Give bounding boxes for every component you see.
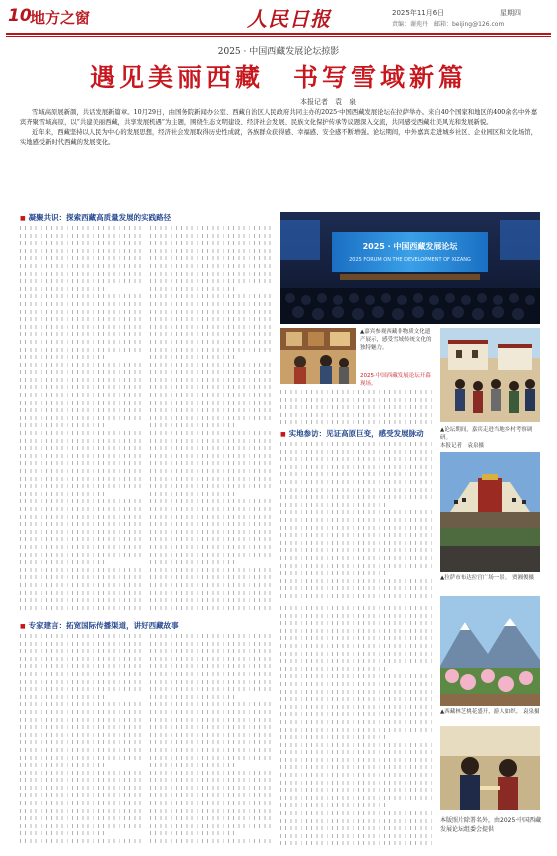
body-text-line [20,224,145,232]
body-text-line [150,581,275,589]
body-text-line [150,414,275,422]
body-text-line [20,490,108,498]
article-lead [20,108,537,208]
body-text-line [280,418,434,426]
body-text-line [20,761,108,769]
body-text-line [280,756,434,764]
body-text-line [150,437,275,445]
article-kicker: 2025 · 中国西藏发展论坛掠影 [217,47,340,57]
body-text-line [150,270,275,278]
body-text-line [20,444,145,452]
body-text-line [150,406,275,414]
body-text-line [150,551,275,559]
photo-forum-stage [280,212,540,324]
caption-bullet: ▲ [440,427,445,433]
body-text-line [150,277,275,285]
body-text-line [150,505,275,513]
body-text-line [20,776,145,784]
body-text-line [20,784,145,792]
body-text-line [20,330,145,338]
body-text-line [280,642,434,650]
body-text-line [150,346,275,354]
body-text-line [150,700,275,708]
body-text-line [20,247,145,255]
photo-exchange [440,726,540,810]
body-text-line [150,754,275,762]
body-text-line [20,754,145,762]
body-text-line [150,421,238,429]
body-text-line [280,786,434,794]
body-text-line [20,551,145,559]
body-text-line [150,262,275,270]
body-text-line [20,497,145,505]
body-text-line [150,399,275,407]
body-text-line [280,741,434,749]
body-text-line [280,657,434,665]
body-text-line [150,647,275,655]
body-text-line [280,592,434,600]
body-text-line [150,632,275,640]
header-rule [6,33,551,35]
body-text-line [280,612,434,620]
body-text-line [20,505,145,513]
body-text-line [20,406,145,414]
body-text-line [150,769,275,777]
body-text-line [150,807,275,815]
body-text-line [280,619,434,627]
svg-text:2025 · 中国西藏发展论坛: 2025 · 中国西藏发展论坛 [362,242,458,251]
body-text-line [150,655,275,663]
body-text-line [20,300,145,308]
body-text-line [150,376,275,384]
body-text-line [280,516,434,524]
body-text-line [150,254,275,262]
body-text-line [280,634,434,642]
body-text-line [20,543,145,551]
body-text-line [20,558,108,566]
body-text-line [150,528,275,536]
body-text-line [20,421,108,429]
body-text-line [280,388,434,396]
body-text-line [20,596,145,604]
body-text-line [20,459,145,467]
body-text-line [280,396,434,404]
body-text-line [280,539,434,547]
body-text-line [280,650,434,658]
body-column-2-top [280,388,434,426]
body-text-line [150,685,275,693]
body-text-line [150,323,275,331]
page-number: 10 [8,6,32,26]
body-text-line [150,308,275,316]
body-text-line [150,444,275,452]
body-text-line [20,581,145,589]
lead-paragraph: 近年来，西藏坚持以人民为中心的发展思想，经济社会发展取得历史性成就，各族群众获得感、幸福感、安全感不断增强。论坛期间，中外嘉宾走进城乡社区、企业园区和文化场馆，实地感受新时代西藏的发展变化。 [20,129,537,146]
body-text-line [20,566,145,574]
body-text-line [20,829,108,837]
body-text-line [20,708,145,716]
caption-forum-stage: 2025·中国西藏发展论坛开幕现场。 [360,373,431,387]
body-text-line [20,746,145,754]
body-text-line [20,655,145,663]
body-text-line [150,784,275,792]
body-text-line [280,703,434,711]
body-text-line [20,604,145,612]
body-text-line [280,672,434,680]
body-text-line [20,837,145,845]
body-text-line [150,596,275,604]
body-text-line [150,475,275,483]
body-text-line [150,566,275,574]
body-text-line [20,799,145,807]
body-text-line [150,723,275,731]
body-text-line [150,731,275,739]
caption-exhibition: ▲嘉宾参观西藏非物质文化遗产展示，感受雪域传统文化的独特魅力。 [360,329,432,351]
body-text-line [20,685,145,693]
body-text-line [20,528,145,536]
body-text-line [150,247,275,255]
body-text-line [280,486,434,494]
issue-date: 2025年11月6日 [392,9,445,17]
body-text-line [280,832,434,840]
body-text-line [20,520,145,528]
editor-line: 责编：谢苑丹 邮箱：beijing@126.com [392,21,505,28]
body-text-line [20,791,145,799]
body-text-line [150,746,275,754]
body-text-line [20,678,145,686]
body-text-line [280,627,434,635]
caption-linzhi: ▲西藏林芝桃花盛开，游人如织。 袁泉摄 [440,709,540,715]
body-text-line [150,520,275,528]
body-text-line [280,577,434,585]
photo-linzhi-landscape [440,596,540,706]
body-text-line [280,695,434,703]
photo-credit: 袁泉摄 [523,709,540,715]
body-text-line [280,562,434,570]
section-head-2: ■ 实地参访：见证高原巨变，感受发展脉动 [280,428,440,439]
linzhi-landscape-image [440,596,540,706]
body-text-line [150,814,275,822]
body-text-line [280,824,434,832]
body-text-line [280,508,434,516]
body-text-line [150,716,275,724]
body-text-line [150,670,275,678]
body-text-line [20,353,108,361]
body-text-line [20,769,145,777]
body-text-line [280,763,434,771]
body-text-line [280,665,388,673]
body-text-line [150,558,238,566]
body-text-line [150,640,275,648]
body-text-line [20,399,145,407]
body-text-line [150,678,275,686]
body-text-line [150,490,238,498]
body-column-2b [280,604,434,850]
body-text-line [20,482,145,490]
body-text-line [150,535,275,543]
body-text-line [20,308,145,316]
body-text-line [150,604,275,612]
body-text-line [20,254,145,262]
body-text-line [280,771,434,779]
body-text-line [20,262,145,270]
body-text-line [280,794,434,802]
body-text-line [150,589,275,597]
body-text-line [150,315,275,323]
body-text-line [20,647,145,655]
body-text-line [20,513,145,521]
body-text-line [150,776,275,784]
body-text-line [150,459,275,467]
body-text-line [20,807,145,815]
body-text-line [20,315,145,323]
body-text-line [150,353,238,361]
body-text-line [20,738,145,746]
body-text-line [150,232,275,240]
photo-credit: 贾湘俊摄 [512,575,535,581]
body-text-line [20,437,145,445]
body-text-line [280,448,434,456]
body-text-line [150,429,275,437]
body-text-line [20,232,145,240]
caption-bullet: ▲ [440,709,445,715]
body-text-line [20,376,145,384]
body-text-line [150,799,275,807]
body-text-line [20,277,145,285]
body-text-line [280,710,434,718]
article-title: 遇见美丽西藏 书写雪域新篇 [89,63,467,92]
body-text-line [20,292,145,300]
body-text-line [20,361,145,369]
newspaper-logo: 人民日报 [247,7,331,31]
photo-potala-square [440,452,540,572]
body-text-line [20,822,145,830]
body-text-line [280,718,434,726]
body-text-line [20,723,145,731]
section-head-1: ■ 凝聚共识：探索西藏高质量发展的实践路径 [20,212,270,223]
body-text-line [20,475,145,483]
body-text-line [150,391,275,399]
body-text-line [280,801,388,809]
body-text-line [150,791,275,799]
body-text-line [150,285,238,293]
body-column-1a [20,224,145,616]
body-text-line [150,361,275,369]
body-text-line [150,452,275,460]
caption-potala: ▲拉萨市布达拉宫广场一景。 贾湘俊摄 [440,575,535,581]
body-column-2a [280,440,434,600]
body-text-line [150,300,275,308]
body-text-line [280,403,434,411]
body-text-line [150,761,238,769]
body-text-line [150,693,238,701]
body-text-line [280,584,434,592]
caption-bullet: ▲ [360,329,365,335]
body-text-line [20,535,145,543]
photo-footnote: 本版照片除署名外，由2025·中国西藏发展论坛组委会提供 [440,817,542,833]
body-text-line [280,569,388,577]
body-text-line [280,733,388,741]
section-title: 地方之窗 [30,9,91,27]
body-text-line [20,270,145,278]
body-text-line [20,414,145,422]
body-text-line [150,467,275,475]
body-text-line [150,708,275,716]
body-text-line [20,391,145,399]
body-text-line [150,383,275,391]
article-byline: 本报记者 袁 泉 [300,98,356,106]
body-text-line [20,285,108,293]
photo-credit: 本报记者 袁泉摄 [440,443,485,449]
header-rule-thin [6,36,551,37]
body-text-line [20,670,145,678]
exhibition-image [280,328,356,384]
body-text-line [280,524,434,532]
body-text-line [280,463,434,471]
lead-paragraph: 雪域高原展新颜，共话发展新篇章。10月29日，由国务院新闻办公室、西藏自治区人民政府共同主办的2025·中国西藏发展论坛在拉萨举办。来自40个国家和地区的400余名中外嘉宾齐聚雪域高原，以“共建美丽西藏，共享发展机遇”为主题，围绕生态文明建设、经济社会发展、民族文化保护传承等议题深入交流，共同感受西藏壮美风光和发展新貌。 [20,109,537,126]
body-text-line [20,467,145,475]
body-text-line [20,814,145,822]
body-text-line [20,700,145,708]
body-column-1b [150,224,275,616]
body-text-line [20,338,145,346]
body-text-line [20,589,145,597]
body-text-line [150,662,275,670]
body-text-line [280,817,434,825]
body-text-line [20,383,145,391]
body-text-line [280,411,434,419]
body-text-line [150,738,275,746]
body-text-line [150,292,275,300]
body-text-line [20,693,108,701]
body-text-line [150,368,275,376]
body-text-line [280,839,434,847]
body-text-line [150,822,275,830]
body-text-line [280,680,434,688]
body-text-line [280,809,434,817]
village-visit-image [440,328,540,422]
body-text-line [150,543,275,551]
body-text-line [280,501,388,509]
body-text-line [20,640,145,648]
body-text-line [280,440,434,448]
body-text-line [20,452,145,460]
body-text-line [280,779,434,787]
forum-stage-image [280,212,540,324]
body-text-line [280,478,434,486]
body-text-line [150,497,275,505]
body-text-line [280,470,434,478]
body-text-line [280,748,434,756]
body-text-line [20,346,145,354]
body-text-line [150,330,275,338]
body-text-line [280,531,434,539]
body-text-line [150,224,275,232]
body-text-line [280,688,434,696]
body-text-line [20,632,145,640]
body-text-line [20,573,145,581]
body-text-line [150,482,275,490]
body-text-line [20,323,145,331]
photo-exhibition [280,328,356,384]
photo-village-visit [440,328,540,422]
body-text-line [20,368,145,376]
body-text-line [280,604,434,612]
body-text-line [280,554,434,562]
body-text-line [280,455,434,463]
body-column-3a [20,632,145,850]
body-text-line [20,731,145,739]
body-text-line [280,726,434,734]
svg-text:2025 FORUM ON THE DEVELOPMENT: 2025 FORUM ON THE DEVELOPMENT OF XIZANG [349,257,471,263]
exchange-image [440,726,540,810]
body-text-line [20,429,145,437]
body-text-line [150,829,238,837]
body-text-line [150,837,275,845]
body-text-line [20,239,145,247]
caption-bullet: ▲ [440,575,445,581]
body-text-line [280,546,434,554]
body-text-line [150,513,275,521]
body-text-line [280,493,434,501]
potala-square-image [440,452,540,572]
body-text-line [150,573,275,581]
body-text-line [150,338,275,346]
body-text-line [150,239,275,247]
caption-village: ▲论坛期间，嘉宾走进当地乡村考察调研。 本报记者 袁泉摄 [440,427,533,449]
body-text-line [20,662,145,670]
issue-weekday: 星期四 [500,9,521,17]
section-head-3: ■ 专家建言：拓宽国际传播渠道，讲好西藏故事 [20,620,270,631]
body-text-line [20,716,145,724]
body-column-3b [150,632,275,850]
